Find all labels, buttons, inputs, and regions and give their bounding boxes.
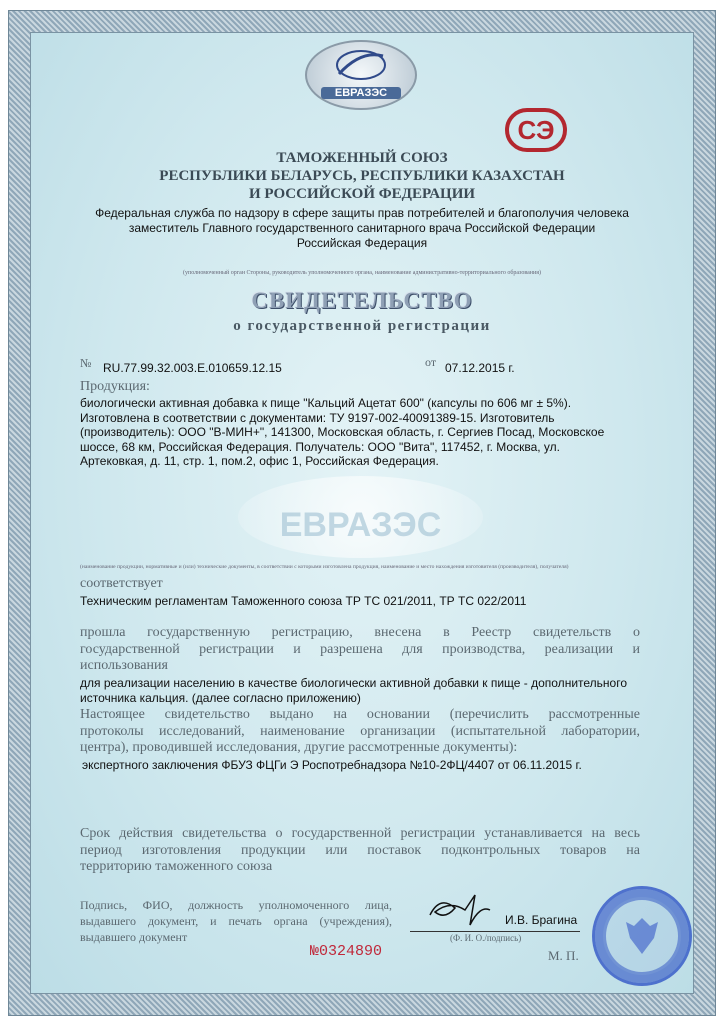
statement-line: использования — [80, 658, 168, 673]
signature-caption-line: выдавшего документ, и печать органа (учреждения), — [80, 914, 392, 928]
product-line: шоссе, 68 км, Российская Федерация. Получатель: ООО "Вита", 117452, г. Москва, ул. — [80, 439, 560, 454]
validity-line: территорию таможенного союза — [80, 859, 273, 874]
logo-text: ЕВРАЗЭС — [321, 87, 401, 99]
signature-line — [410, 931, 580, 932]
product-line: Артековкая, д. 11, стр. 1, пом.2, офис 1, Российская Федерация. — [80, 454, 439, 468]
eurasec-watermark — [238, 476, 483, 558]
seal-place-label: М. П. — [548, 948, 579, 963]
header-line: И РОССИЙСКОЙ ФЕДЕРАЦИИ — [248, 186, 476, 202]
product-line: Изготовлена в соответствии с документами: ТУ 9197-002-40091389-15. Изготовитель — [80, 410, 555, 425]
signature-scribble — [420, 890, 500, 930]
signature-caption — [80, 897, 392, 945]
authority-line: Федеральная служба по надзору в сфере защиты прав потребителей и благополучия человека — [95, 206, 629, 220]
validity-line: период изготовления продукции или поставок подконтрольных товаров на — [80, 842, 640, 858]
basis-value: экспертного заключения ФБУЗ ФЦГи Э Роспотребнадзора №10-2ФЦ/4407 от 06.11.2015 г. — [82, 758, 582, 772]
signatory-name: И.В. Брагина — [505, 913, 578, 927]
statement-line: государственной регистрации и разрешена для производства, реализации и — [80, 641, 640, 657]
conformity-value: Техническим регламентам Таможенного союза ТР ТС 021/2011, ТР ТС 022/2011 — [80, 594, 527, 608]
scope-line: для реализации населению в качестве биологически активной добавки к пище - дополнительного — [80, 676, 627, 690]
basis-line: Настоящее свидетельство выдано на основании (перечислить рассмотренные — [80, 707, 640, 722]
product-label: Продукция: — [80, 379, 150, 394]
document-title: СВИДЕТЕЛЬСТВО — [251, 288, 473, 313]
product-line: (производитель): ООО "В-МИН+", 141300, Московская область, г. Сергиев Посад, Московское — [80, 425, 605, 439]
registration-date: 07.12.2015 г. — [445, 361, 515, 375]
scope-line: источника кальция. (далее согласно приложению) — [80, 690, 361, 705]
conformity-label: соответствует — [80, 576, 163, 591]
ce-mark: СЭ — [505, 108, 567, 152]
product-caption: (наименование продукции, нормативные и (или) технические документы, в соответствии с которыми изготовлена продукция, наименование и место нахождения изготовителя (производителя), получателя) — [80, 564, 569, 570]
official-seal — [592, 886, 692, 986]
basis-line: центра), проводившей исследования, другие рассмотренные документы): — [80, 740, 518, 755]
header-line: РЕСПУБЛИКИ БЕЛАРУСЬ, РЕСПУБЛИКИ КАЗАХСТАН — [159, 168, 565, 184]
registration-statement — [80, 625, 640, 675]
basis-statement — [80, 707, 640, 757]
authority-caption: (уполномоченный орган Стороны, руководитель уполномоченного органа, наименование административно-территориального образования) — [183, 270, 541, 276]
globe-icon — [331, 48, 391, 82]
registration-number: RU.77.99.32.003.E.010659.12.15 — [103, 361, 282, 375]
basis-line: протоколы исследований, наименование организации (испытательной лаборатории, — [80, 723, 640, 739]
serial-number: №0324890 — [310, 943, 383, 960]
date-label: от — [425, 355, 437, 369]
number-label: № — [80, 356, 92, 370]
document-subtitle: о государственной регистрации — [233, 318, 491, 334]
signature-caption-line: выдавшего документ — [80, 930, 188, 944]
authority-line: заместитель Главного государственного санитарного врача Российской Федерации — [128, 221, 596, 235]
signature-line-caption: (Ф. И. О./подпись) — [450, 933, 522, 943]
eurasec-logo — [305, 40, 417, 110]
validity-statement — [80, 826, 640, 876]
product-description — [80, 396, 640, 469]
validity-line: Срок действия свидетельства о государственной регистрации устанавливается на весь — [80, 826, 640, 841]
product-line: биологически активная добавка к пище "Кальций Ацетат 600" (капсулы по 606 мг ± 5%). — [80, 396, 572, 410]
statement-line: прошла государственную регистрацию, внесена в Реестр свидетельств о — [80, 625, 640, 640]
registration-scope — [80, 676, 640, 705]
watermark-text: ЕВРАЗЭС — [279, 506, 442, 544]
authority-line: Российская Федерация — [296, 236, 428, 250]
signature-caption-line: Подпись, ФИО, должность уполномоченного лица, — [80, 898, 392, 912]
header-line: ТАМОЖЕННЫЙ СОЮЗ — [276, 150, 448, 166]
coat-of-arms-icon — [622, 914, 662, 958]
